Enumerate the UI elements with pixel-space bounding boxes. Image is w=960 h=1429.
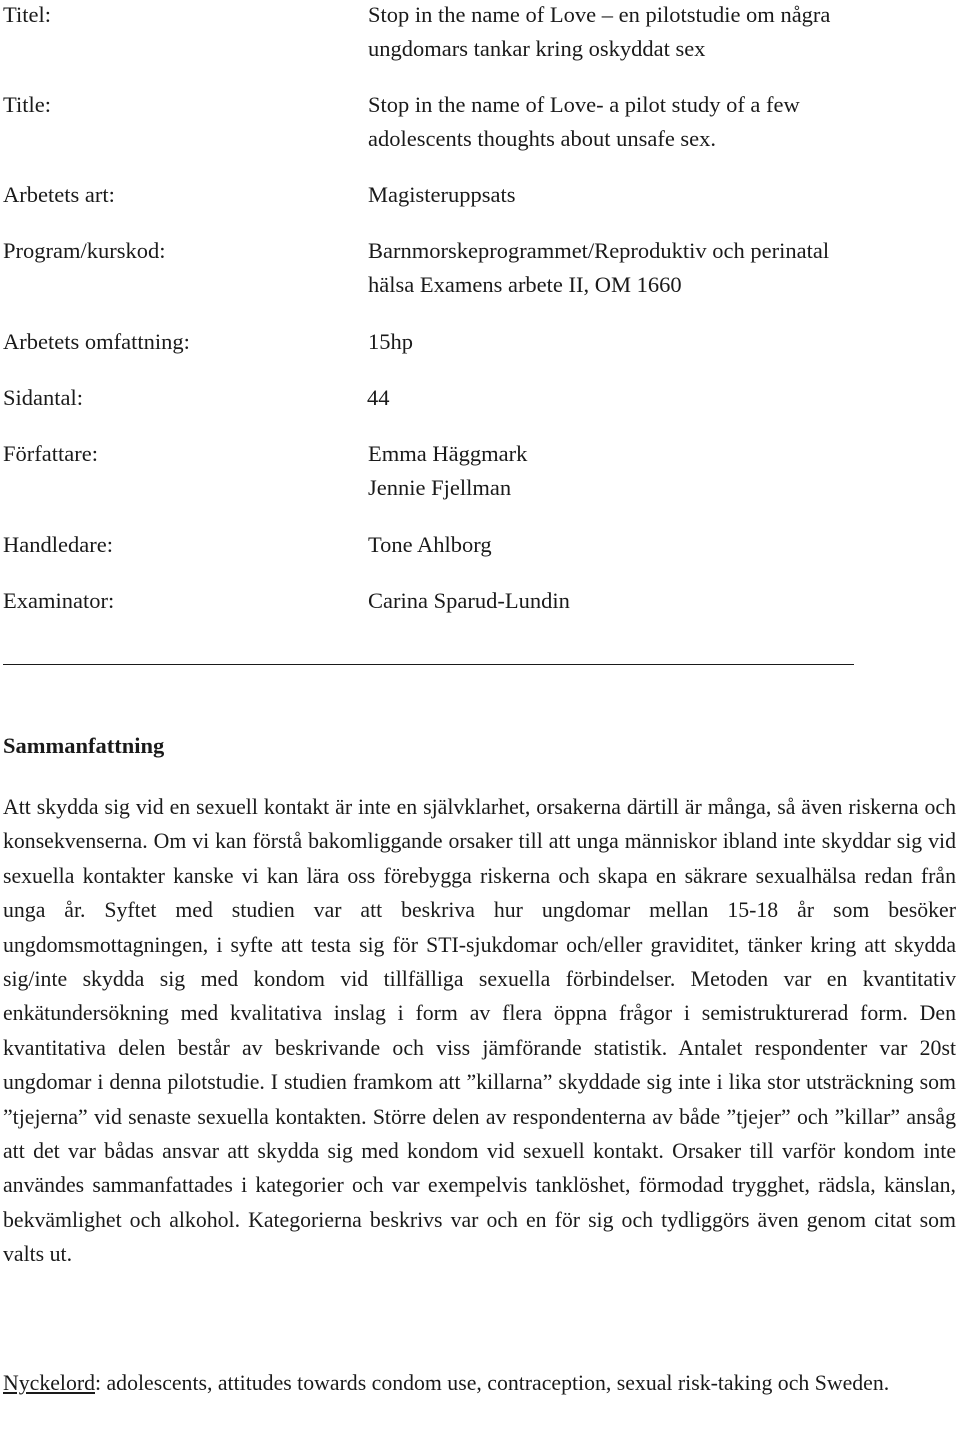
keywords-label: Nyckelord [3, 1371, 95, 1395]
keywords-paragraph [3, 1366, 956, 1400]
forfattare-value [368, 437, 527, 505]
program-line-1: Barnmorskeprogrammet/Reproduktiv och perinatal [368, 238, 830, 263]
author-2: Jennie Fjellman [368, 475, 512, 500]
examinator-label: Examinator: [3, 588, 115, 613]
arbetets-art-value: Magisteruppsats [368, 182, 516, 207]
forfattare-label: Författare: [3, 441, 98, 466]
titel-line-2: ungdomars tankar kring oskyddat sex [368, 36, 706, 61]
keywords-text: adolescents, attitudes towards condom use, contraception, sexual risk-taking och Sweden. [101, 1371, 890, 1395]
title-line-2: adolescents thoughts about unsafe sex. [368, 126, 717, 151]
titel-label: Titel: [3, 2, 51, 27]
program-line-2: hälsa Examens arbete II, OM 1660 [368, 272, 682, 297]
title-line-1: Stop in the name of Love- a pilot study of a few [368, 92, 800, 117]
title-label: Title: [3, 92, 51, 117]
titel-line-1: Stop in the name of Love – en pilotstudie om några [368, 2, 831, 27]
separator-line [3, 664, 854, 665]
sidantal-value: 44 [367, 385, 390, 410]
omfattning-label: Arbetets omfattning: [3, 329, 190, 354]
sidantal-label: Sidantal: [3, 385, 83, 410]
keywords-separator: : [95, 1371, 102, 1395]
omfattning-value: 15hp [368, 329, 413, 354]
arbetets-art-label: Arbetets art: [3, 182, 115, 207]
handledare-label: Handledare: [3, 532, 113, 557]
summary-heading: Sammanfattning [3, 733, 165, 758]
summary-body: Att skydda sig vid en sexuell kontakt är inte en självklarhet, orsakerna därtill är många, så även riskerna och konsekvenserna. Om vi kan förstå bakomliggande orsaker till att unga människor ibland inte skyddar sig vid sexuella kontakter kanske vi kan lära oss förebygga riskerna och skapa en säkrare sexualhälsa redan från unga år. Syftet med studien var att beskriva hur ungdomar mellan 15-18 år som besöker ungdomsmottagningen, i syfte att testa sig för STI-sjukdomar och/eller graviditet, tänker kring att skydda sig/inte skydda sig med kondom vid tillfälliga sexuella förbindelser. Metoden var en kvantitativ enkätundersökning med kvalitativa inslag i form av flera öppna frågor i semistrukturerad form. Den kvantitativa delen består av beskrivande och viss jämförande statistik. Antalet respondenter var 20st ungdomar i denna pilotstudie. I studien framkom att ”killarna” skyddade sig inte i lika stor utsträckning som ”tjejerna” vid senaste sexuella kontakten. Större delen av respondenterna av både ”tjejer” och ”killar” ansåg att det var bådas ansvar att skydda sig med kondom vid sexuell kontakt. Orsaker till varför kondom inte användes sammanfattades i kategorier och var exempelvis tanklöshet, förmodad trygghet, rädsla, känslan, bekvämlighet och alkohol. Kategorierna beskrivs var och en för sig och tydliggörs även genom citat som valts ut. [3, 795, 956, 1267]
title-value [368, 88, 800, 156]
handledare-value: Tone Ahlborg [368, 532, 492, 557]
examinator-value: Carina Sparud-Lundin [368, 588, 570, 613]
program-value [368, 234, 829, 302]
program-label: Program/kurskod: [3, 238, 166, 263]
author-1: Emma Häggmark [368, 441, 528, 466]
titel-value [368, 0, 830, 66]
